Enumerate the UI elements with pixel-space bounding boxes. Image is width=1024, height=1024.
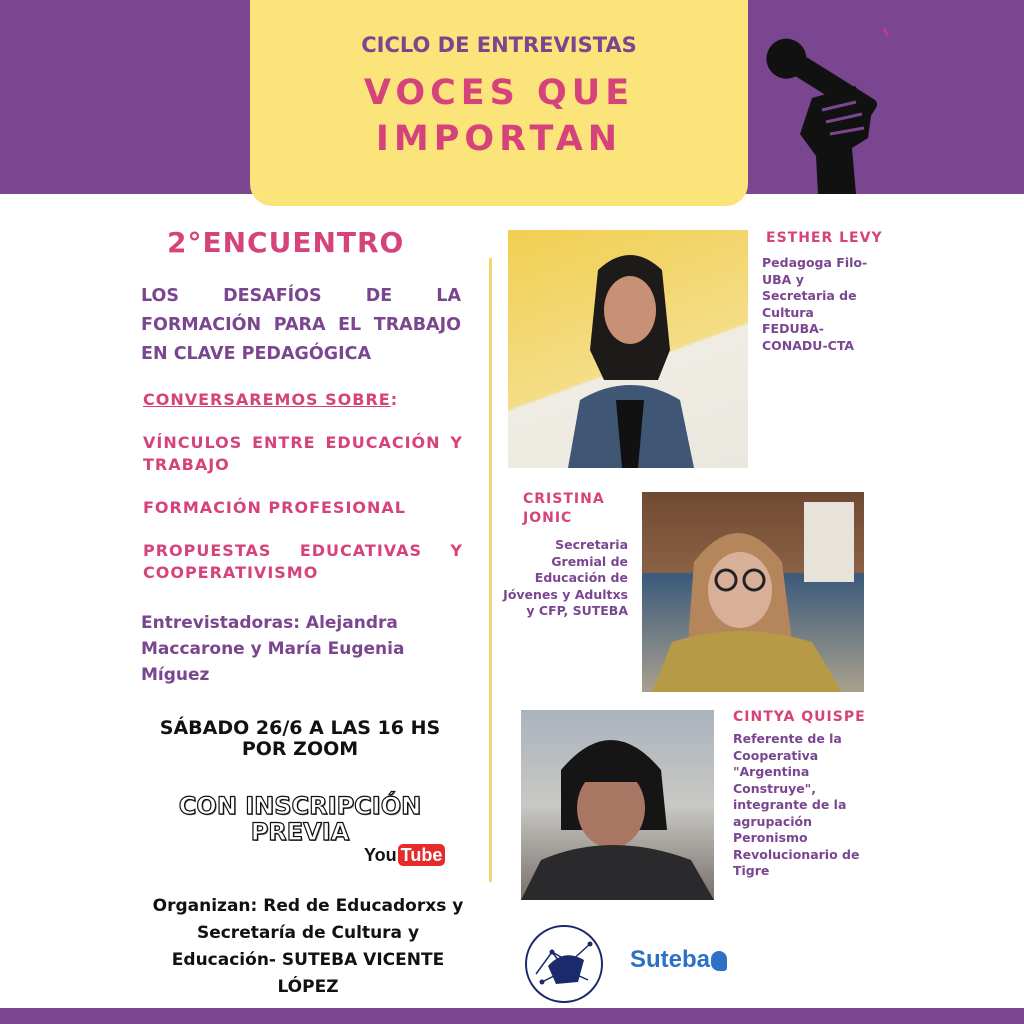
- conversaremos-label: CONVERSAREMOS SOBRE: [143, 390, 391, 409]
- role-line: Jóvenes y Adultxs: [503, 586, 628, 602]
- speaker-role-esther-levy: [762, 255, 867, 354]
- speaker-name-esther-levy: ESTHER LEVY: [766, 230, 883, 246]
- suteba-text: Suteba: [630, 946, 711, 973]
- speaker-role-cristina-jonic: [500, 537, 628, 620]
- role-line: FEDUBA-: [762, 321, 824, 336]
- divider-line: [489, 258, 492, 882]
- series-title: CICLO DE ENTREVISTAS: [361, 33, 637, 57]
- red-educadores-logo: [522, 922, 606, 1006]
- fist-microphone-icon: [760, 38, 895, 196]
- role-line: Tigre: [733, 863, 770, 878]
- role-line: Peronismo: [733, 830, 808, 845]
- encuentro-heading: 2°ENCUENTRO: [167, 226, 405, 259]
- suteba-logo: [630, 946, 727, 974]
- youtube-logo: [364, 845, 445, 866]
- topic-item: VÍNCULOS ENTRE EDUCACIÓN Y TRABAJO: [143, 433, 463, 474]
- role-line: agrupación: [733, 813, 813, 829]
- event-date-line-1: SÁBADO 26/6 A LAS 16 HS: [159, 717, 441, 739]
- speaker-name-cristina-jonic: [523, 490, 605, 528]
- organizers-text: Organizan: Red de Educadorxs y Secretaría de Cultura y Educación- SUTEBA VICENTE LÓPEZ: [152, 896, 464, 997]
- bottom-banner: [0, 1008, 1024, 1024]
- role-line: UBA y: [762, 271, 804, 287]
- topic-text: LOS DESAFÍOS DE LA FORMACIÓN PARA EL TRABAJO EN CLAVE PEDAGÓGICA: [141, 286, 461, 364]
- inscription-line-1: CON INSCRIPCIÓN: [178, 792, 422, 820]
- role-line: integrante de la: [733, 797, 847, 812]
- inscription-notice: [160, 793, 440, 845]
- role-line: Referente de la: [733, 731, 842, 746]
- speaker-photo-cintya-quispe: [521, 710, 714, 900]
- speaker-photo-esther-levy: [508, 230, 748, 468]
- interviewers-text: Entrevistadoras: Alejandra Maccarone y María Eugenia Míguez: [141, 613, 405, 685]
- role-line: Secretaria de: [762, 288, 857, 303]
- inscription-line-2: PREVIA: [250, 818, 350, 846]
- suteba-mark-icon: [711, 951, 727, 971]
- title-card: [250, 0, 748, 206]
- topic-item: PROPUESTAS EDUCATIVAS Y COOPERATIVISMO: [143, 541, 463, 582]
- speaker-role-cintya-quispe: [733, 731, 859, 880]
- role-line: Gremial de: [551, 553, 628, 569]
- role-line: Construye",: [733, 780, 817, 796]
- main-title-line-2: IMPORTAN: [375, 119, 623, 159]
- main-title: [250, 70, 748, 162]
- role-line: Revolucionario de: [733, 846, 860, 862]
- conversaremos-colon: :: [390, 390, 399, 409]
- youtube-tube-text: Tube: [398, 844, 446, 866]
- role-line: CONADU-CTA: [762, 337, 855, 353]
- name-line: JONIC: [523, 510, 573, 526]
- role-line: "Argentina: [733, 764, 810, 779]
- role-line: y CFP, SUTEBA: [526, 603, 628, 618]
- speaker-name-cintya-quispe: CINTYA QUISPE: [733, 709, 866, 725]
- topic-item: FORMACIÓN PROFESIONAL: [143, 498, 406, 517]
- role-line: Cultura: [762, 304, 814, 320]
- role-line: Pedagoga Filo-: [762, 255, 868, 270]
- event-date: [140, 718, 460, 760]
- conversaremos-heading: [143, 390, 398, 409]
- speaker-photo-cristina-jonic: [642, 492, 864, 692]
- event-date-line-2: POR ZOOM: [241, 738, 359, 760]
- main-title-line-1: VOCES QUE: [363, 73, 635, 113]
- youtube-you-text: You: [364, 845, 397, 865]
- role-line: Educación de: [534, 570, 628, 585]
- role-line: Secretaria: [555, 537, 628, 552]
- name-line: CRISTINA: [523, 491, 605, 507]
- role-line: Cooperativa: [733, 747, 819, 763]
